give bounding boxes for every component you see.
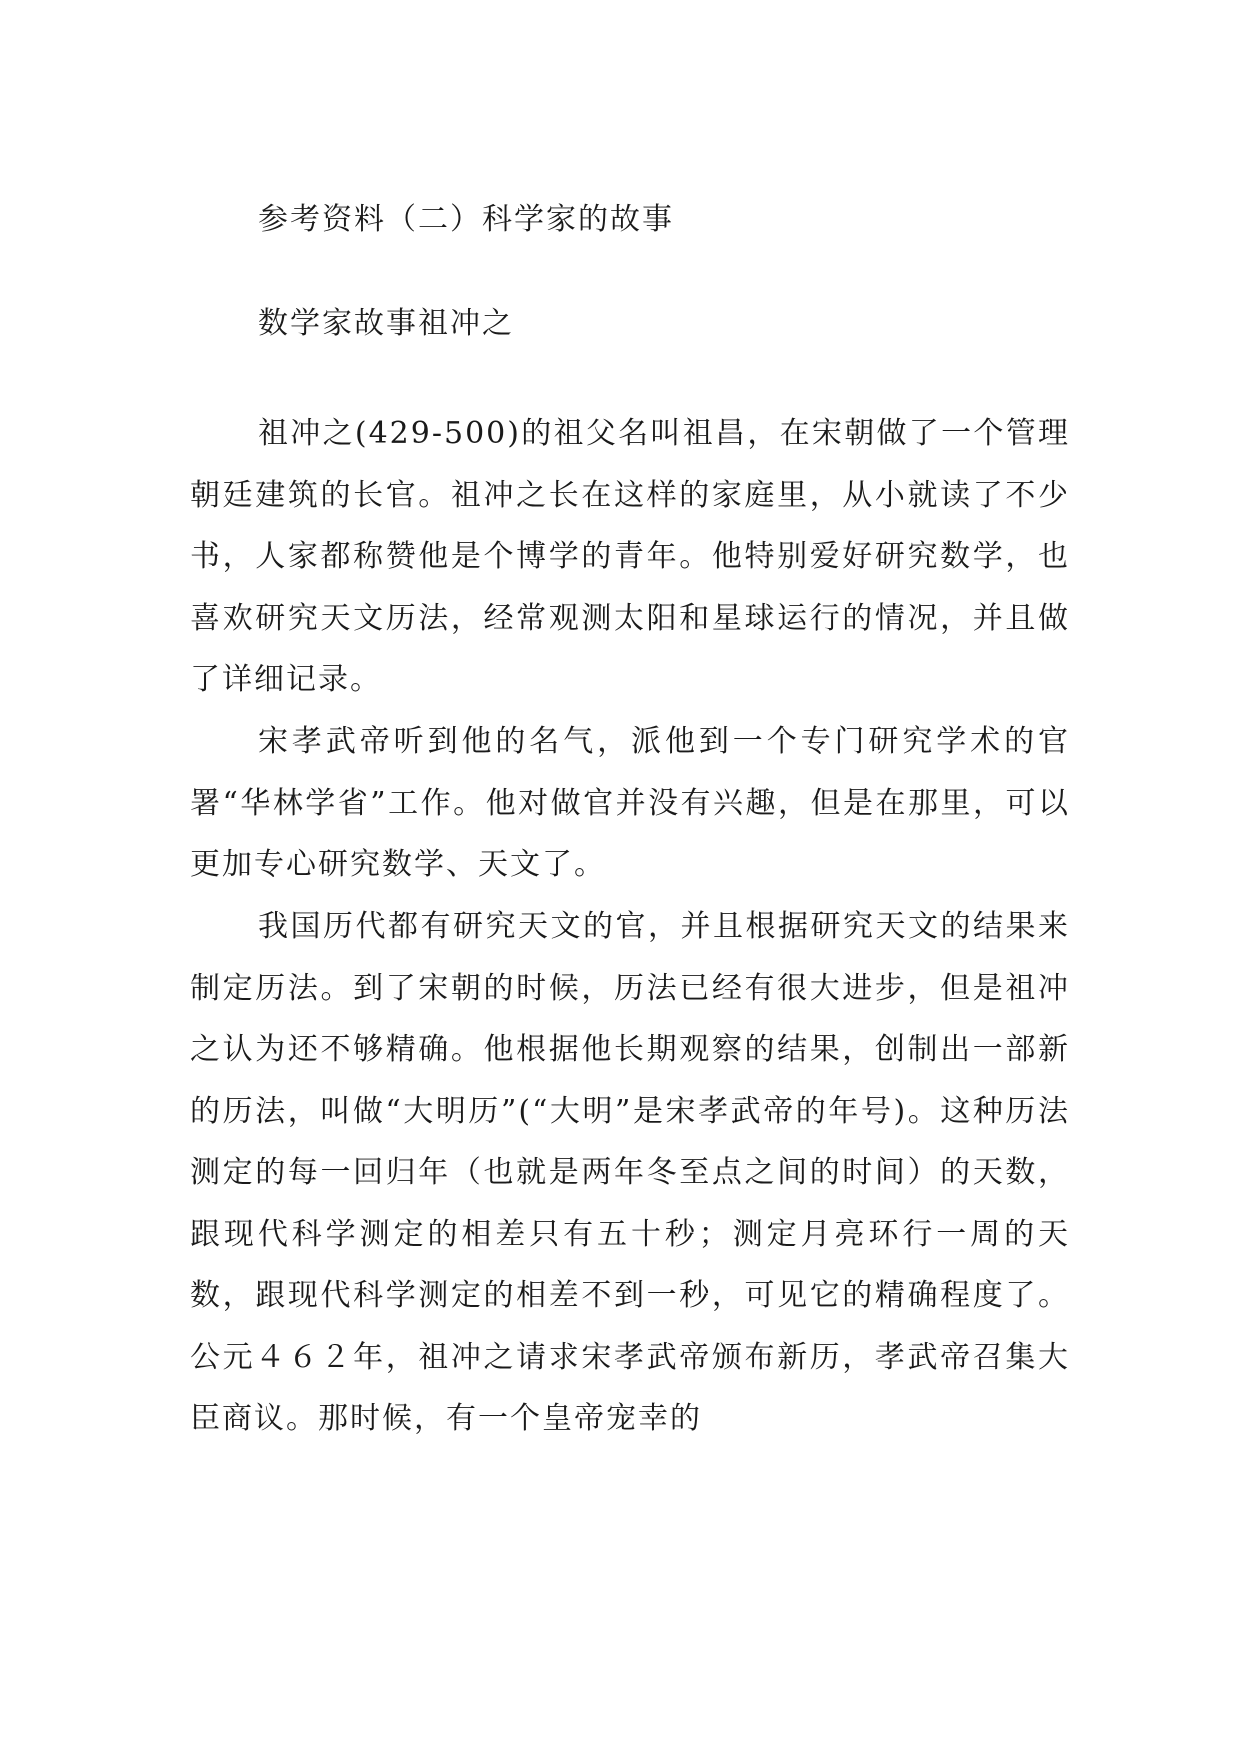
- paragraph-3: 我国历代都有研究天文的官，并且根据研究天文的结果来制定历法。到了宋朝的时候，历法已经有很大进步，但是祖冲之认为还不够精确。他根据他长期观察的结果，创制出一部新的历法，叫做“大明历”(“大明”是宋孝武帝的年号)。这种历法测定的每一回归年（也就是两年冬至点之间的时间）的天数，跟现代科学测定的相差只有五十秒；测定月亮环行一周的天数，跟现代科学测定的相差不到一秒，可见它的精确程度了。公元４６２年，祖冲之请求宋孝武帝颁布新历，孝武帝召集大臣商议。那时候，有一个皇帝宠幸的: [190, 909, 1070, 1436]
- paragraph-2: 宋孝武帝听到他的名气，派他到一个专门研究学术的官署“华林学省”工作。他对做官并没有兴趣，但是在那里，可以更加专心研究数学、天文了。: [190, 724, 1070, 882]
- document-title: 参考资料（二）科学家的故事: [258, 202, 674, 237]
- paragraph-1: 祖冲之(429-500)的祖父名叫祖昌，在宋朝做了一个管理朝廷建筑的长官。祖冲之长在这样的家庭里，从小就读了不少书，人家都称赞他是个博学的青年。他特别爱好研究数学，也喜欢研究天文历法，经常观测太阳和星球运行的情况，并且做了详细记录。: [190, 416, 1070, 697]
- document-subtitle: 数学家故事祖冲之: [258, 306, 514, 341]
